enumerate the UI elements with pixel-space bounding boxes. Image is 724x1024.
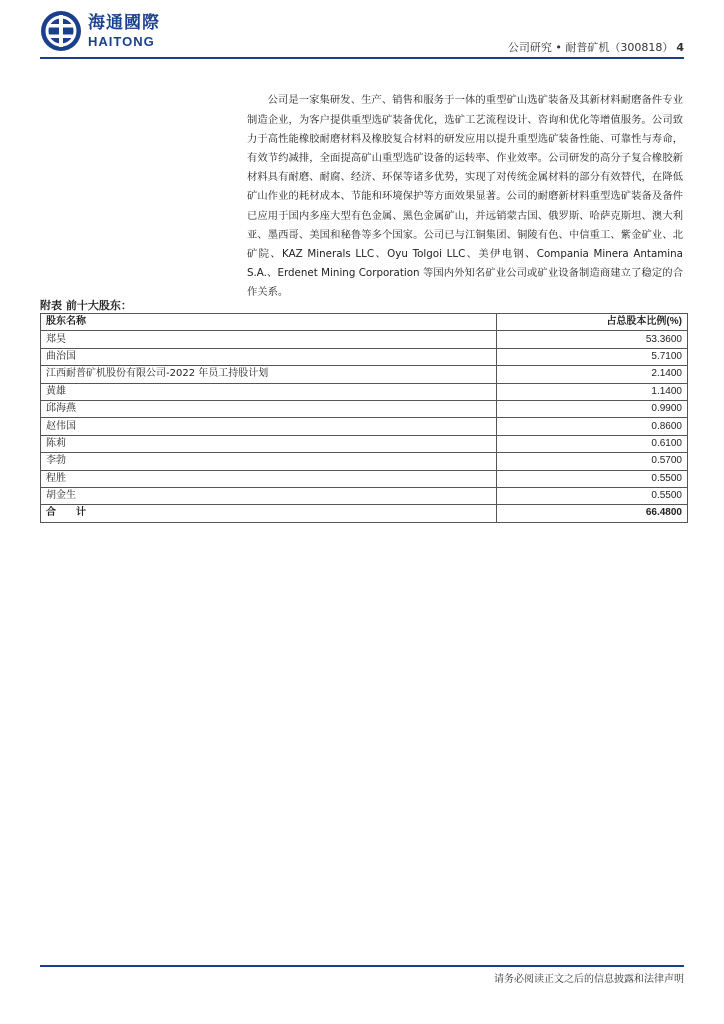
table-row xyxy=(41,331,688,348)
shareholder-name: 江西耐普矿机股份有限公司-2022 年员工持股计划 xyxy=(41,366,497,383)
share-ratio: 0.8600 xyxy=(497,418,688,435)
table-header-row xyxy=(41,314,688,331)
share-ratio: 0.5500 xyxy=(497,470,688,487)
running-header xyxy=(508,39,684,55)
logo-chinese-name: 海通國際 xyxy=(88,12,160,33)
table-body xyxy=(41,331,688,505)
share-ratio: 1.1400 xyxy=(497,383,688,400)
table-row xyxy=(41,453,688,470)
shareholder-name: 曲治国 xyxy=(41,348,497,365)
shareholder-name: 黄雄 xyxy=(41,383,497,400)
shareholder-name: 胡金生 xyxy=(41,487,497,504)
table-row xyxy=(41,418,688,435)
report-label: 公司研究 • 耐普矿机（300818） xyxy=(507,41,674,54)
shareholder-name: 李勃 xyxy=(41,453,497,470)
share-ratio: 53.3600 xyxy=(497,331,688,348)
table-title: 附表 前十大股东： xyxy=(40,299,132,312)
share-ratio: 2.1400 xyxy=(497,366,688,383)
total-label: 合计 xyxy=(46,507,106,519)
top-shareholders-table xyxy=(40,313,688,523)
company-intro-paragraph: 公司是一家集研发、生产、销售和服务于一体的重型矿山选矿装备及其新材料耐磨备件专业制造企业，为客户提供重型选矿装备优化，选矿工艺流程设计、咨询和优化等增值服务。公司致力于高性能橡胶耐磨材料及橡胶复合材料的研发应用以提升重型选矿装备性能、可靠性与寿命，有效节约减排，全面提高矿山重型选矿设备的运转率、作业效率。公司研发的高分子复合橡胶新材料具有耐磨、耐腐、经济、环保等诸多优势，实现了对传统金属材料的部分有效替代，在降低矿山作业的耗材成本、节能和环境保护等方面效果显著。公司的耐磨新材料重型选矿装备及备件已应用于国内多座大型有色金属、黑色金属矿山，并远销蒙古国、俄罗斯、哈萨克斯坦、澳大利亚、墨西哥、美国和秘鲁等多个国家。公司已与江铜集团、铜陵有色、中信重工、紫金矿业、北矿院、KAZ Minerals LLC、Oyu Tolgoi LLC、美伊电钢、Compania Minera Antamina S.A.、Erdenet Mining Corporation 等国内外知名矿业公司或矿业设备制造商建立了稳定的合作关系。 xyxy=(247,94,683,299)
share-ratio: 0.9900 xyxy=(497,400,688,417)
table-row xyxy=(41,470,688,487)
table-row xyxy=(41,348,688,365)
footer-divider xyxy=(40,965,684,967)
table-row xyxy=(41,400,688,417)
table-row xyxy=(41,366,688,383)
total-ratio: 66.4800 xyxy=(497,505,688,522)
share-ratio: 0.5500 xyxy=(497,487,688,504)
header-shareholder-name: 股东名称 xyxy=(41,314,497,331)
footer-disclaimer: 请务必阅读正文之后的信息披露和法律声明 xyxy=(494,974,684,985)
haitong-logo xyxy=(40,10,160,52)
logo-english-name: HAITONG xyxy=(88,33,155,49)
page-number: 4 xyxy=(676,41,684,54)
header-divider xyxy=(40,57,684,59)
shareholder-name: 陈莉 xyxy=(41,435,497,452)
share-ratio: 5.7100 xyxy=(497,348,688,365)
share-ratio: 0.5700 xyxy=(497,453,688,470)
table-row xyxy=(41,435,688,452)
header-share-ratio: 占总股本比例(%) xyxy=(497,314,688,331)
table-row xyxy=(41,383,688,400)
shareholder-name: 邱海燕 xyxy=(41,400,497,417)
table-row xyxy=(41,487,688,504)
shareholder-name: 赵伟国 xyxy=(41,418,497,435)
shareholder-name: 程胜 xyxy=(41,470,497,487)
table-total-row xyxy=(41,505,688,522)
haitong-logo-icon xyxy=(40,10,82,52)
shareholder-name: 郑昊 xyxy=(41,331,497,348)
share-ratio: 0.6100 xyxy=(497,435,688,452)
